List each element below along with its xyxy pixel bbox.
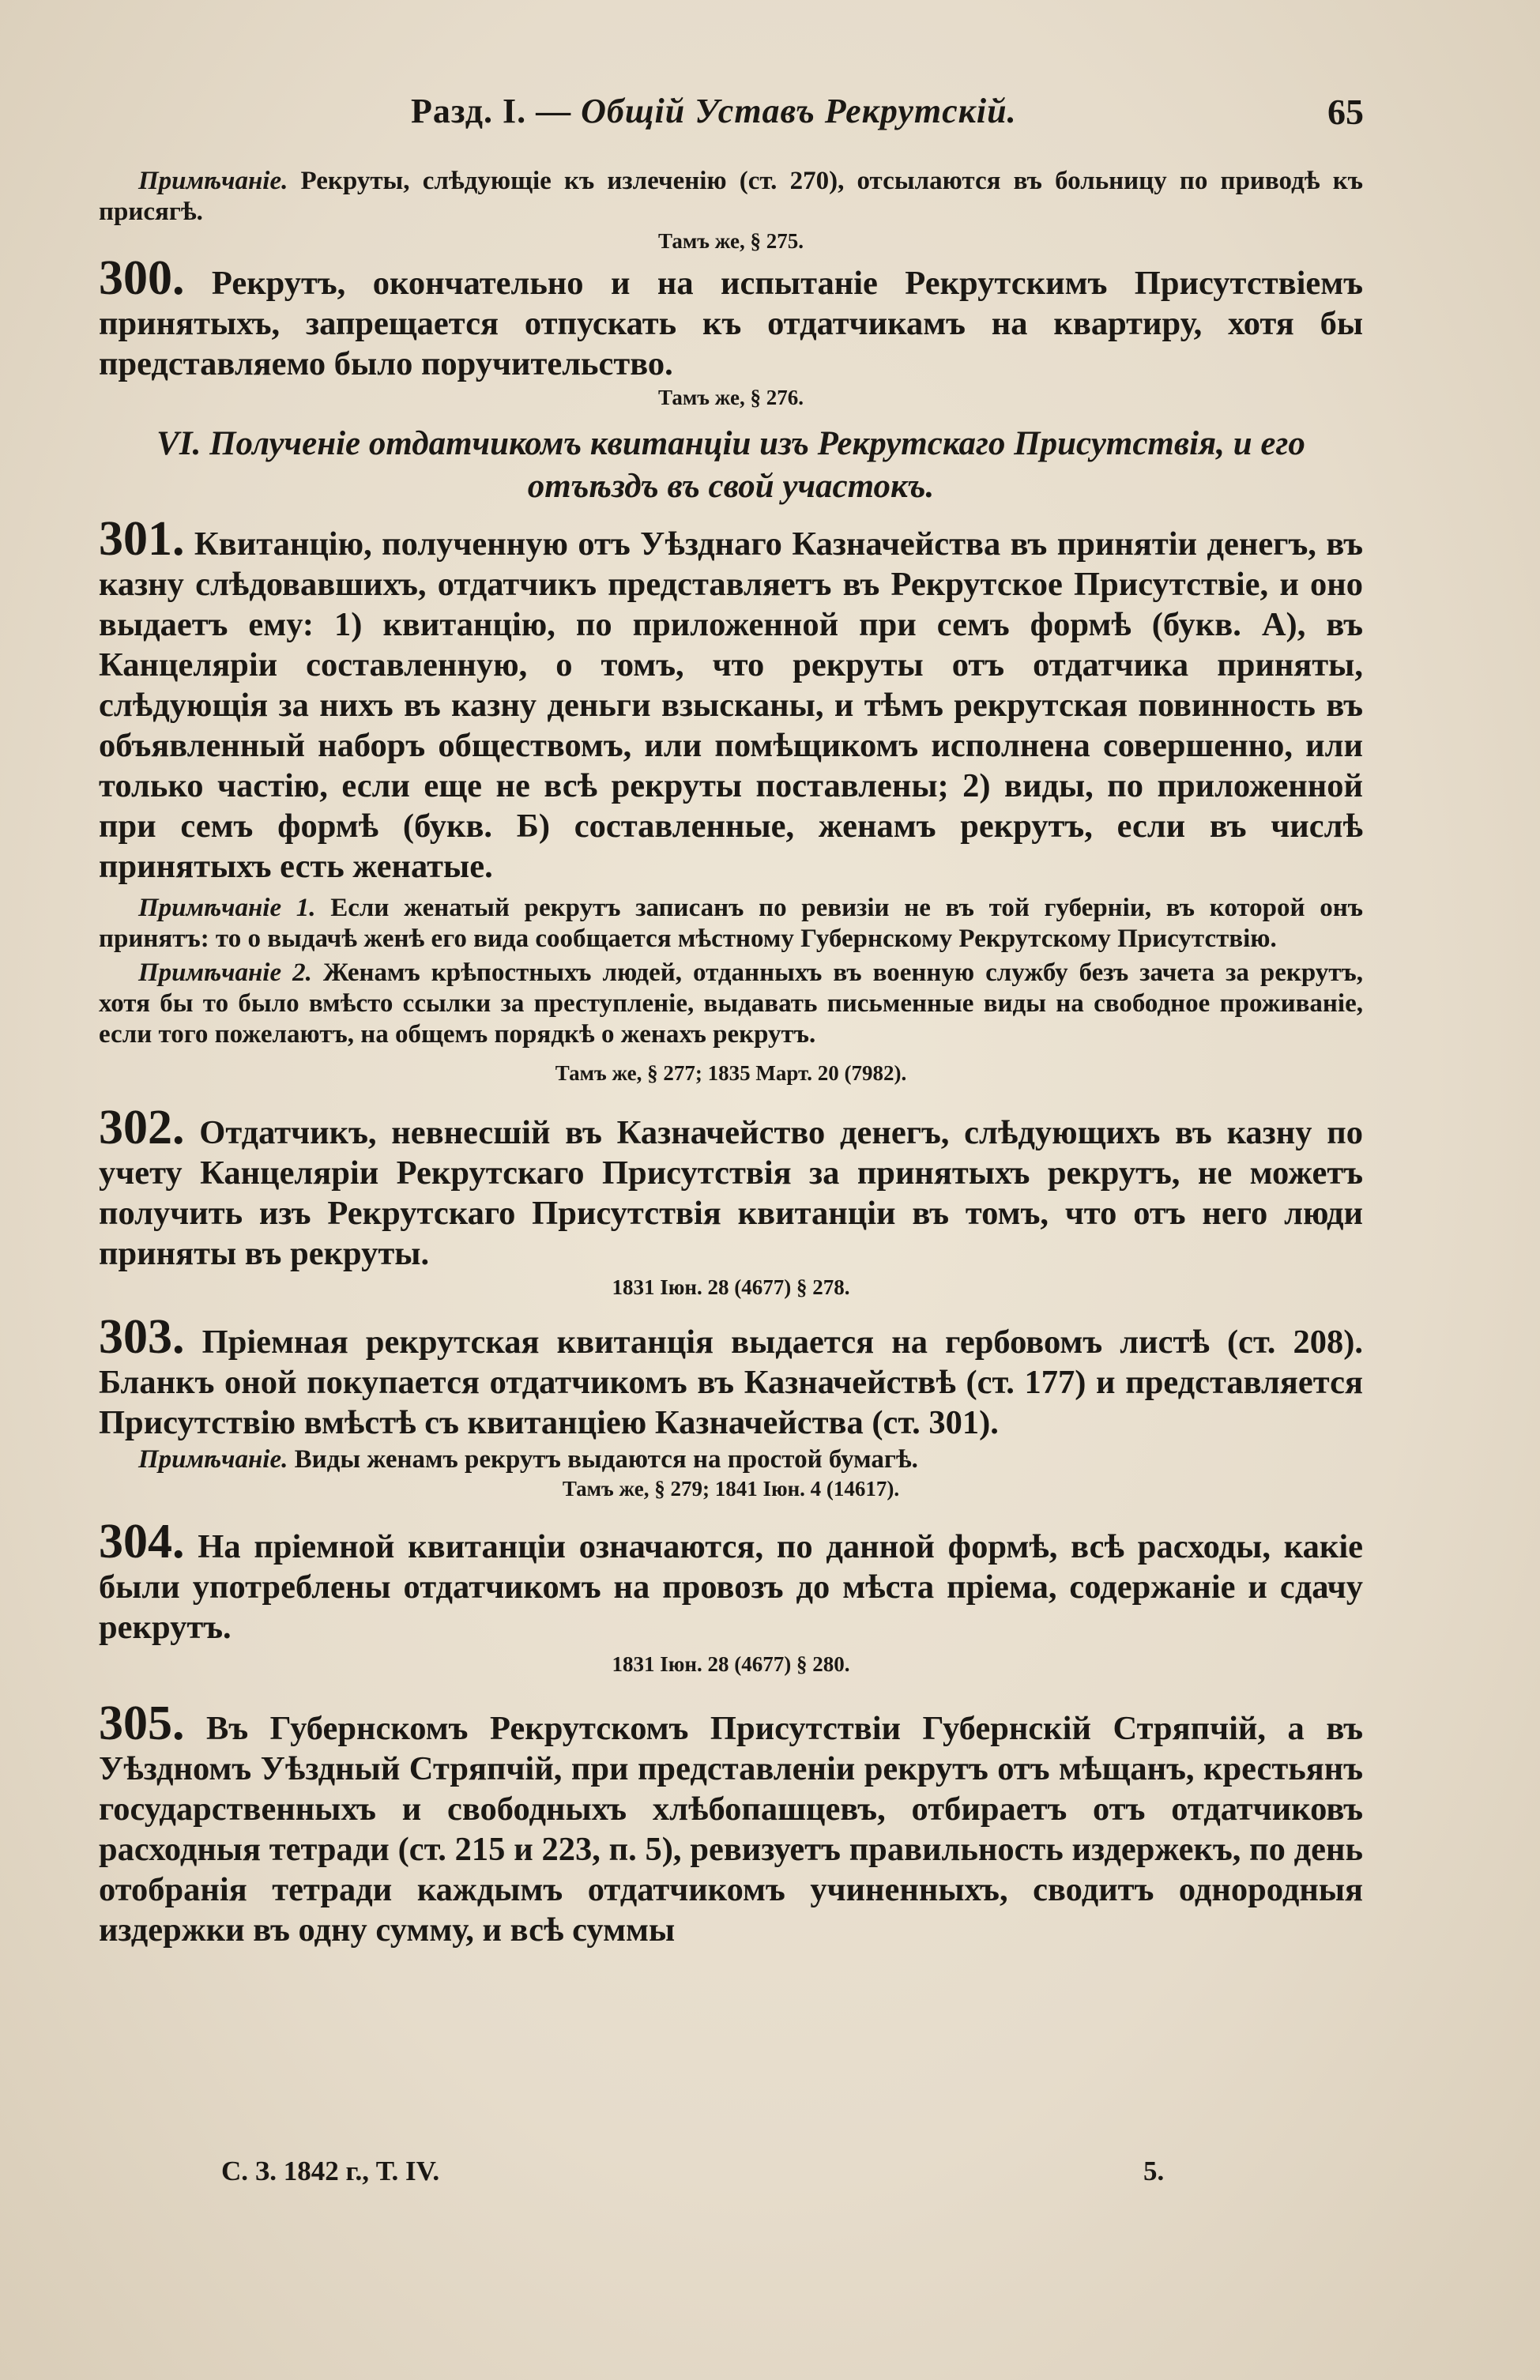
page-body	[99, 166, 1363, 1950]
article-number: 304.	[99, 1515, 185, 1568]
article-number: 303.	[99, 1310, 185, 1364]
article-text: На пріемной квитанціи означаются, по данной формѣ, всѣ расходы, какіе были употреблены отдатчикомъ на провозъ до мѣста пріема, содержаніе и сдачу рекрутъ.	[99, 1528, 1363, 1646]
note-text: Виды женамъ рекрутъ выдаются на простой бумагѣ.	[288, 1445, 918, 1474]
article-number: 305.	[99, 1697, 185, 1750]
source-citation: Тамъ же, § 277; 1835 Март. 20 (7982).	[555, 1061, 907, 1085]
article-301	[99, 512, 1363, 887]
header-title: Общій Уставъ Рекрутскій.	[581, 92, 1017, 130]
article-304	[99, 1515, 1363, 1648]
article-300	[99, 251, 1363, 384]
note-article-301-2	[99, 958, 1363, 1050]
article-number: 300.	[99, 251, 185, 305]
page-number: 65	[1327, 92, 1364, 132]
source-citation: Тамъ же, § 275.	[658, 229, 804, 253]
source-citation: 1831 Іюн. 28 (4677) § 278.	[612, 1275, 850, 1299]
edition-mark: С. З. 1842 г., Т. IV.	[221, 2156, 440, 2186]
page-footer	[0, 2156, 1540, 2203]
note-label: Примѣчаніе 1.	[138, 894, 316, 922]
article-number: 302.	[99, 1101, 185, 1154]
article-text: Въ Губернскомъ Рекрутскомъ Присутствіи Губернскій Стряпчій, а въ Уѣздномъ Уѣздный Стряпчій, при представленіи рекрутъ отъ мѣщанъ, крестьянъ государственныхъ и свободныхъ хлѣбопашцевъ, отбираетъ отъ отдатчиковъ расходныя тетради (ст. 215 и 223, п. 5), ревизуетъ правильность издержекъ, по день отобранія тетради каждымъ отдатчикомъ учиненныхъ, сводитъ однородныя издержки въ одну сумму, и всѣ суммы	[99, 1710, 1363, 1949]
article-303	[99, 1310, 1363, 1443]
signature-mark: 5.	[1143, 2156, 1165, 2186]
section-heading: VI. Полученіе отдатчикомъ квитанціи изъ Рекрутскаго Присутствія, и его отъѣздъ въ свой участокъ.	[156, 425, 1305, 505]
article-text: Рекрутъ, окончательно и на испытаніе Рекрутскимъ Присутствіемъ принятыхъ, запрещается отпускать къ отдатчикамъ на квартиру, хотя бы представляемо было поручительство.	[99, 265, 1363, 382]
note-article-299	[99, 166, 1363, 228]
source-citation: 1831 Іюн. 28 (4677) § 280.	[612, 1652, 850, 1676]
note-label: Примѣчаніе.	[138, 1445, 288, 1474]
article-text: Квитанцію, полученную отъ Уѣзднаго Казначейства въ принятіи денегъ, въ казну слѣдовавшихъ, отдатчикъ представляетъ въ Рекрутское Присутствіе, и оно выдаетъ ему: 1) квитанцію, по приложенной при семъ формѣ (букв. А), въ Канцеляріи составленную, о томъ, что рекруты отъ отдатчика приняты, слѣдующія за нихъ въ казну деньги взысканы, и тѣмъ рекрутская повинность въ объявленный наборъ обществомъ, или помѣщикомъ исполнена совершенно, или только частію, если еще не всѣ рекруты поставлены; 2) виды, по приложенной при семъ формѣ (букв. Б) составленные, женамъ рекрутъ, если въ числѣ принятыхъ есть женатые.	[99, 525, 1363, 885]
source-citation: Тамъ же, § 276.	[658, 386, 804, 409]
header-dash: —	[526, 92, 582, 130]
note-label: Примѣчаніе.	[138, 167, 288, 195]
section-label: Разд. I.	[411, 92, 527, 130]
article-302	[99, 1101, 1363, 1274]
article-305	[99, 1697, 1363, 1950]
note-text: Рекруты, слѣдующіе къ излеченію (ст. 270), отсылаются въ больницу по приводѣ къ присягѣ.	[99, 167, 1363, 226]
note-text: Женамъ крѣпостныхъ людей, отданныхъ въ военную службу безъ зачета за рекрутъ, хотя бы то было вмѣсто ссылки за преступленіе, выдавать письменные виды на свободное проживаніе, если того пожелаютъ, на общемъ порядкѣ о женахъ рекрутъ.	[99, 958, 1363, 1049]
note-text: Если женатый рекрутъ записанъ по ревизіи не въ той губерніи, въ которой онъ принятъ: то о выдачѣ женѣ его вида сообщается мѣстному Губернскому Рекрутскому Присутствію.	[99, 894, 1363, 953]
note-article-303	[99, 1444, 1363, 1475]
running-title	[411, 91, 1017, 131]
article-text: Пріемная рекрутская квитанція выдается на гербовомъ листѣ (ст. 208). Бланкъ оной покупается отдатчикомъ въ Казначействѣ (ст. 177) и представляется Присутствію вмѣстѣ съ квитанціею Казначейства (ст. 301).	[99, 1324, 1363, 1441]
note-label: Примѣчаніе 2.	[138, 958, 312, 987]
running-header	[0, 91, 1540, 146]
article-text: Отдатчикъ, невнесшій въ Казначейство денегъ, слѣдующихъ въ казну по учету Канцеляріи Рекрутскаго Присутствія за принятыхъ рекрутъ, не можетъ получить изъ Рекрутскаго Присутствія квитанціи въ томъ, что отъ него люди приняты въ рекруты.	[99, 1114, 1363, 1272]
source-citation: Тамъ же, § 279; 1841 Іюн. 4 (14617).	[562, 1477, 900, 1501]
article-number: 301.	[99, 512, 185, 566]
note-article-301-1	[99, 893, 1363, 955]
